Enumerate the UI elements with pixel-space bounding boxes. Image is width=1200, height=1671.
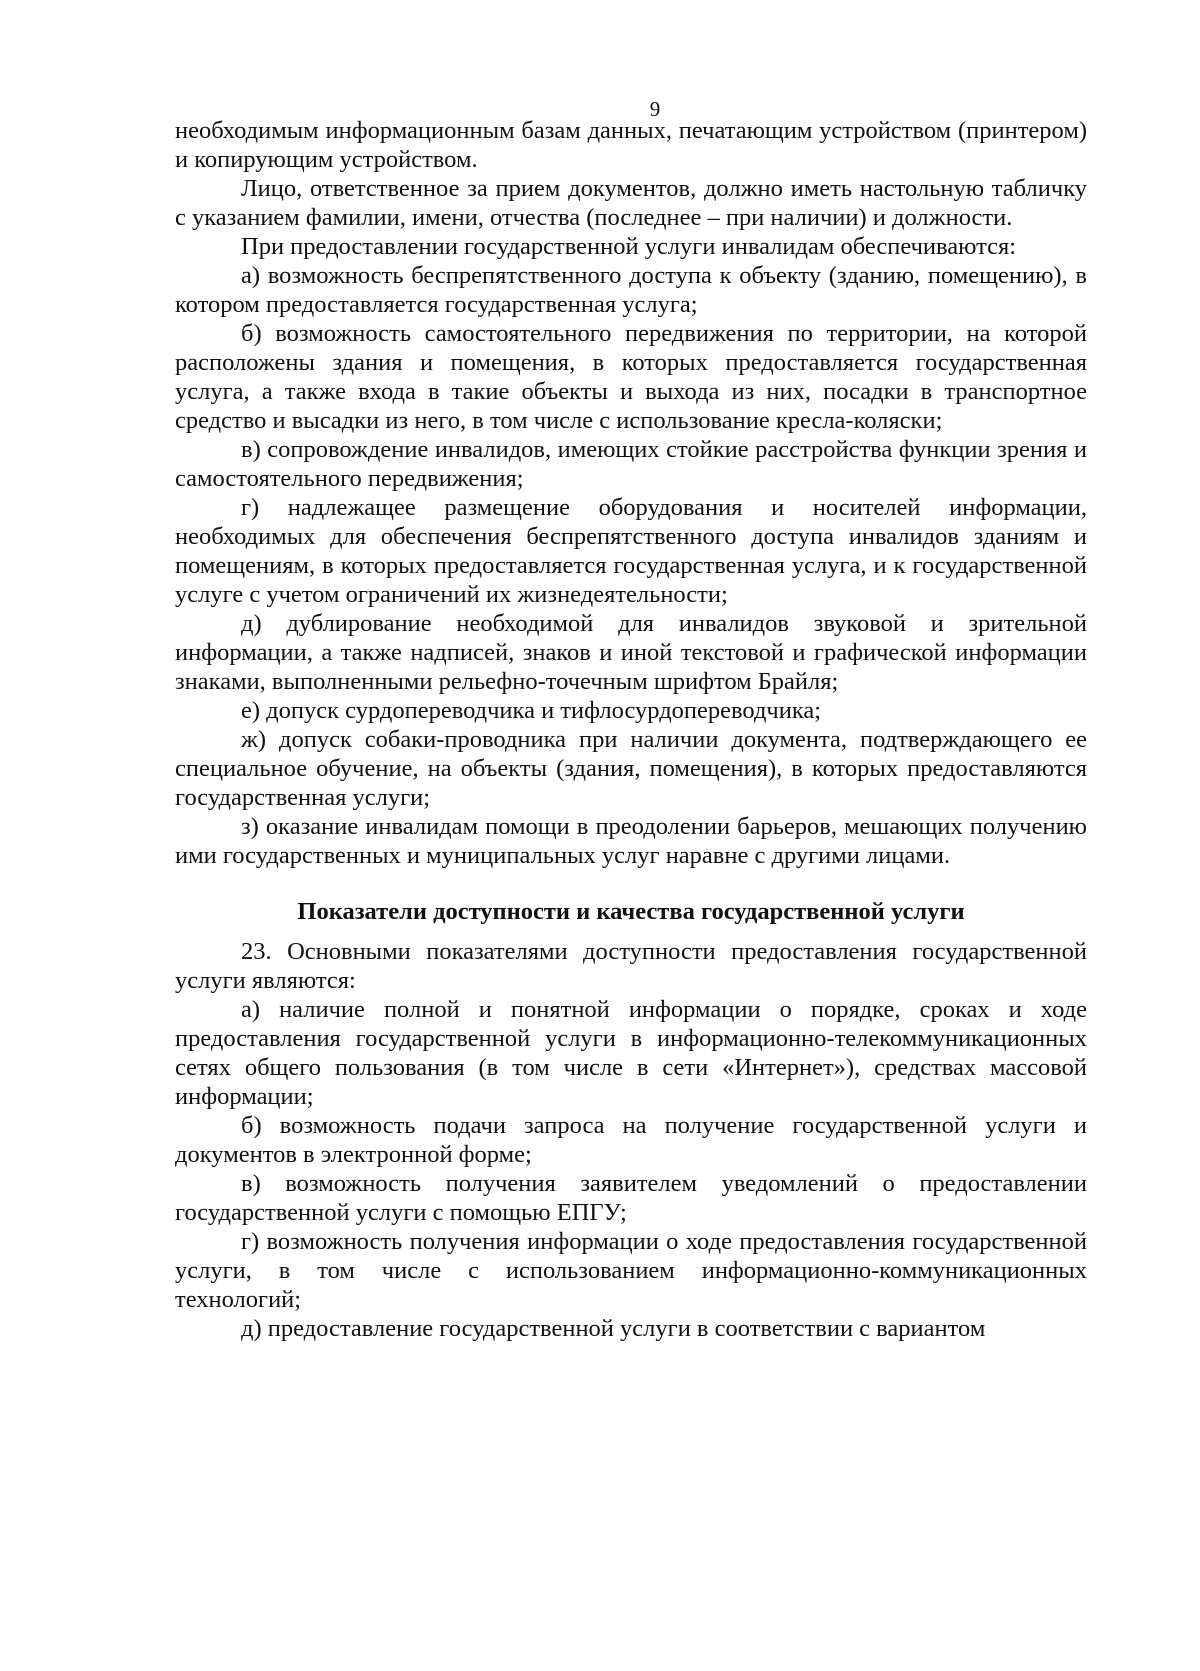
- list-item: е) допуск сурдопереводчика и тифлосурдопереводчика;: [241, 697, 822, 724]
- list-item: д) дублирование необходимой для инвалидов звуковой и зрительной информации, а также надписей, знаков и иной текстовой и графической информации знаками, выполненными рельефно-точечным шрифтом Брайля;: [175, 610, 1087, 695]
- list-item: г) возможность получения информации о ходе предоставления государственной услуги, в том числе с использованием информационно-коммуникационных технологий;: [175, 1228, 1087, 1313]
- paragraph: 23. Основными показателями доступности предоставления государственной услуги являются:: [175, 938, 1087, 994]
- paragraphs-before: [175, 116, 1087, 870]
- list-item: д) предоставление государственной услуги в соответствии с вариантом: [241, 1315, 986, 1342]
- list-item: б) возможность подачи запроса на получение государственной услуги и документов в электронной форме;: [175, 1112, 1087, 1168]
- list-item: в) возможность получения заявителем уведомлений о предоставлении государственной услуги с помощью ЕПГУ;: [175, 1170, 1087, 1226]
- paragraph: необходимым информационным базам данных, печатающим устройством (принтером) и копирующим устройством.: [175, 117, 1087, 173]
- list-item: ж) допуск собаки-проводника при наличии документа, подтверждающего ее специальное обучение, на объекты (здания, помещения), в которых предоставляются государственная услуги;: [175, 726, 1087, 811]
- list-item: а) возможность беспрепятственного доступа к объекту (зданию, помещению), в котором предоставляется государственная услуга;: [175, 262, 1087, 318]
- section-heading: Показатели доступности и качества государственной услуги: [297, 898, 965, 925]
- list-item: г) надлежащее размещение оборудования и носителей информации, необходимых для обеспечения беспрепятственного доступа инвалидов зданиям и помещениям, в которых предоставляется государственная услуга, и к государственной услуге с учетом ограничений их жизнедеятельности;: [175, 494, 1087, 608]
- list-item: а) наличие полной и понятной информации о порядке, сроках и ходе предоставления государственной услуги в информационно-телекоммуникационных сетях общего пользования (в том числе в сети «Интернет»), средствах массовой информации;: [175, 996, 1087, 1110]
- paragraph: При предоставлении государственной услуги инвалидам обеспечиваются:: [241, 233, 1017, 260]
- list-item: з) оказание инвалидам помощи в преодолении барьеров, мешающих получению ими государственных и муниципальных услуг наравне с другими лицами.: [175, 813, 1087, 869]
- paragraphs-after: [175, 937, 1087, 1343]
- list-item: б) возможность самостоятельного передвижения по территории, на которой расположены здания и помещения, в которых предоставляется государственная услуга, а также входа в такие объекты и выхода из них, посадки в транспортное средство и высадки из него, в том числе с использование кресла-коляски;: [175, 320, 1087, 434]
- page-number: 9: [649, 97, 661, 121]
- list-item: в) сопровождение инвалидов, имеющих стойкие расстройства функции зрения и самостоятельного передвижения;: [175, 436, 1087, 492]
- document-body: [175, 116, 1087, 1343]
- paragraph: Лицо, ответственное за прием документов, должно иметь настольную табличку с указанием фамилии, имени, отчества (последнее – при наличии) и должности.: [175, 175, 1087, 231]
